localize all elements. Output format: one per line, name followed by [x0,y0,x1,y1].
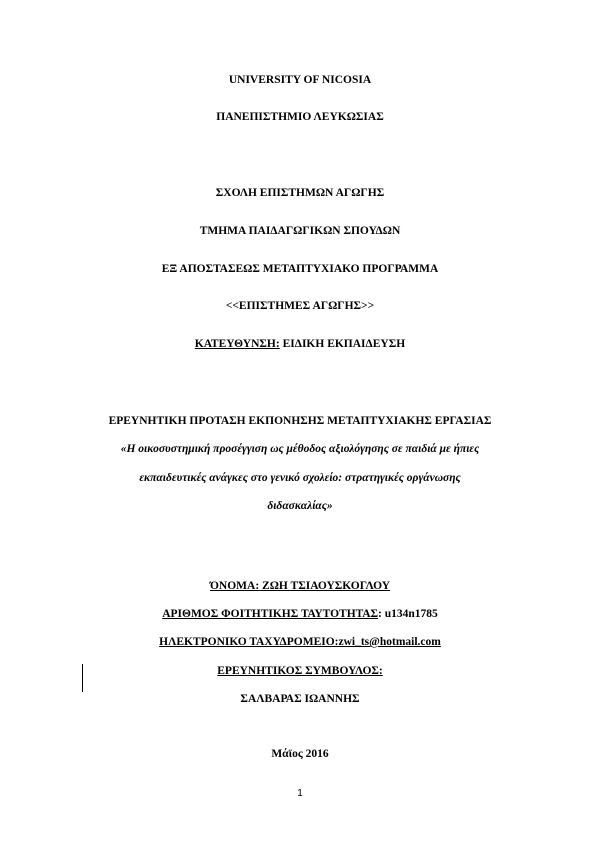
student-id-label: ΑΡΙΘΜΟΣ ΦΟΙΤΗΤΙΚΗΣ ΤΑΥΤΟΤΗΤΑΣ [162,608,379,620]
student-email-label: ΗΛΕΚΤΡΟΝΙΚΟ ΤΑΧΥΔΡΟΜΕΙΟ: [159,636,339,648]
university-name-en: UNIVERSITY OF NICOSIA [228,74,372,86]
student-name-label: ΌΝΟΜΑ: [209,580,260,592]
program-type: ΕΞ ΑΠΟΣΤΑΣΕΩΣ ΜΕΤΑΠΤΥΧΙΑΚΟ ΠΡΟΓΡΑΜΜΑ [161,263,439,275]
student-name-value: ΖΩΗ ΤΣΙΑΟΥΣΚΟΓΛΟΥ [259,580,391,592]
proposal-title-line-3: διδασκαλίας» [267,500,333,512]
advisor-label-text: ΕΡΕΥΝΗΤΙΚΟΣ ΣΥΜΒΟΥΛΟΣ: [217,665,383,677]
specialization-label: ΚΑΤΕΥΘΥΝΣΗ: [194,338,280,350]
program-name: <<ΕΠΙΣΤΗΜΕΣ ΑΓΩΓΗΣ>> [225,300,375,312]
proposal-title-line-2: εκπαιδευτικές ανάγκες στο γενικό σχολείο: στρατηγικές οργάνωσης [139,472,461,484]
proposal-heading: ΕΡΕΥΝΗΤΙΚΗ ΠΡΟΤΑΣΗ ΕΚΠΟΝΗΣΗΣ ΜΕΤΑΠΤΥΧΙΑΚΗΣ ΕΡΓΑΣΙΑΣ [108,415,492,427]
student-email-link[interactable]: zwi_ts@hotmail.com [338,636,441,648]
advisor-name: ΣΑΛΒΑΡΑΣ ΙΩΑΝΝΗΣ [240,693,360,705]
change-bar [82,664,83,692]
page-number: 1 [297,788,303,799]
faculty-name: ΣΧΟΛΗ ΕΠΙΣΤΗΜΩΝ ΑΓΩΓΗΣ [215,187,385,199]
student-id [0,608,600,620]
student-id-value: : u134n1785 [378,608,438,620]
proposal-title-line-1: «Η οικοσυστημική προσέγγιση ως μέθοδος αξιολόγησης σε παιδιά με ήπιες [120,443,480,455]
specialization [0,338,600,350]
advisor-label [0,665,600,677]
university-name-gr: ΠΑΝΕΠΙΣΤΗΜΙΟ ΛΕΥΚΩΣΙΑΣ [216,111,384,123]
student-name [0,580,600,592]
department-name: ΤΜΗΜΑ ΠΑΙΔΑΓΩΓΙΚΩΝ ΣΠΟΥΔΩΝ [199,225,401,237]
document-date: Μάϊος 2016 [271,748,329,760]
specialization-value: ΕΙΔΙΚΗ ΕΚΠΑΙΔΕΥΣΗ [279,338,406,350]
student-email [0,636,600,648]
